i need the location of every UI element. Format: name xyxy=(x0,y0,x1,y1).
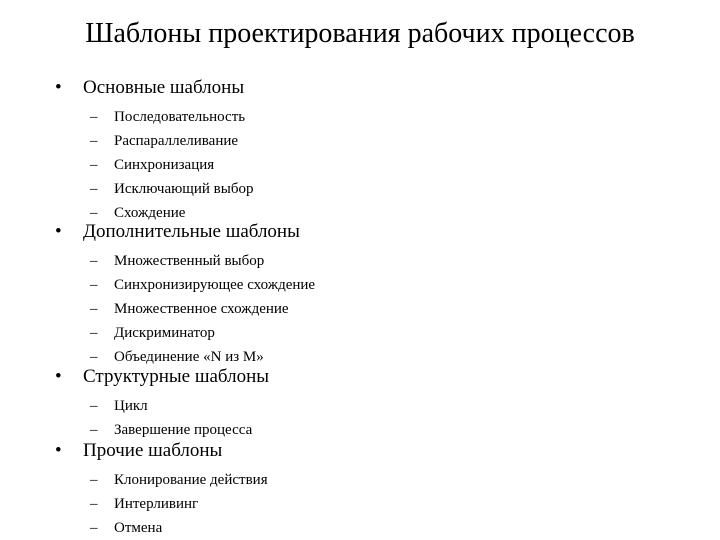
dash-icon: – xyxy=(90,422,98,438)
list-item-label: Отмена xyxy=(114,520,163,536)
dash-icon: – xyxy=(90,109,98,125)
list-item xyxy=(0,492,720,516)
section-heading xyxy=(0,74,720,102)
list-item-label: Объединение «N из M» xyxy=(114,349,264,365)
section-heading xyxy=(0,437,720,465)
section-structural-patterns xyxy=(0,363,720,442)
section-basic-patterns xyxy=(0,74,720,225)
sub-list xyxy=(0,249,720,369)
bullet-icon: • xyxy=(55,440,62,461)
section-heading xyxy=(0,363,720,391)
list-item-label: Множественный выбор xyxy=(114,253,265,269)
list-item xyxy=(0,321,720,345)
dash-icon: – xyxy=(90,277,98,293)
list-item-label: Интерливинг xyxy=(114,496,199,512)
dash-icon: – xyxy=(90,398,98,414)
section-label: Прочие шаблоны xyxy=(83,440,223,461)
list-item xyxy=(0,177,720,201)
list-item-label: Цикл xyxy=(114,398,148,414)
list-item-label: Схождение xyxy=(114,205,186,221)
dash-icon: – xyxy=(90,181,98,197)
list-item-label: Исключающий выбор xyxy=(114,181,254,197)
list-item-label: Завершение процесса xyxy=(114,422,253,438)
dash-icon: – xyxy=(90,301,98,317)
list-item-label: Синхронизирующее схождение xyxy=(114,277,316,293)
section-additional-patterns xyxy=(0,218,720,369)
list-item xyxy=(0,249,720,273)
list-item xyxy=(0,129,720,153)
list-item-label: Распараллеливание xyxy=(114,133,239,149)
list-item xyxy=(0,153,720,177)
dash-icon: – xyxy=(90,133,98,149)
list-item xyxy=(0,297,720,321)
list-item-label: Дискриминатор xyxy=(114,325,215,341)
sub-list xyxy=(0,105,720,225)
bullet-icon: • xyxy=(55,77,62,98)
dash-icon: – xyxy=(90,157,98,173)
list-item xyxy=(0,273,720,297)
dash-icon: – xyxy=(90,520,98,536)
list-item-label: Последовательность xyxy=(114,109,246,125)
dash-icon: – xyxy=(90,253,98,269)
list-item-label: Множественное схождение xyxy=(114,301,289,317)
section-label: Основные шаблоны xyxy=(83,77,245,98)
section-label: Структурные шаблоны xyxy=(83,366,270,387)
bullet-icon: • xyxy=(55,221,62,242)
dash-icon: – xyxy=(90,472,98,488)
list-item xyxy=(0,394,720,418)
list-item xyxy=(0,105,720,129)
slide-title: Шаблоны проектирования рабочих процессов xyxy=(85,18,635,49)
sub-list xyxy=(0,394,720,442)
section-other-patterns xyxy=(0,437,720,540)
dash-icon: – xyxy=(90,349,98,365)
list-item xyxy=(0,516,720,540)
list-item-label: Клонирование действия xyxy=(114,472,268,488)
section-heading xyxy=(0,218,720,246)
list-item-label: Синхронизация xyxy=(114,157,215,173)
dash-icon: – xyxy=(90,496,98,512)
dash-icon: – xyxy=(90,325,98,341)
list-item xyxy=(0,468,720,492)
sub-list xyxy=(0,468,720,540)
dash-icon: – xyxy=(90,205,98,221)
section-label: Дополнительные шаблоны xyxy=(83,221,300,242)
bullet-icon: • xyxy=(55,366,62,387)
